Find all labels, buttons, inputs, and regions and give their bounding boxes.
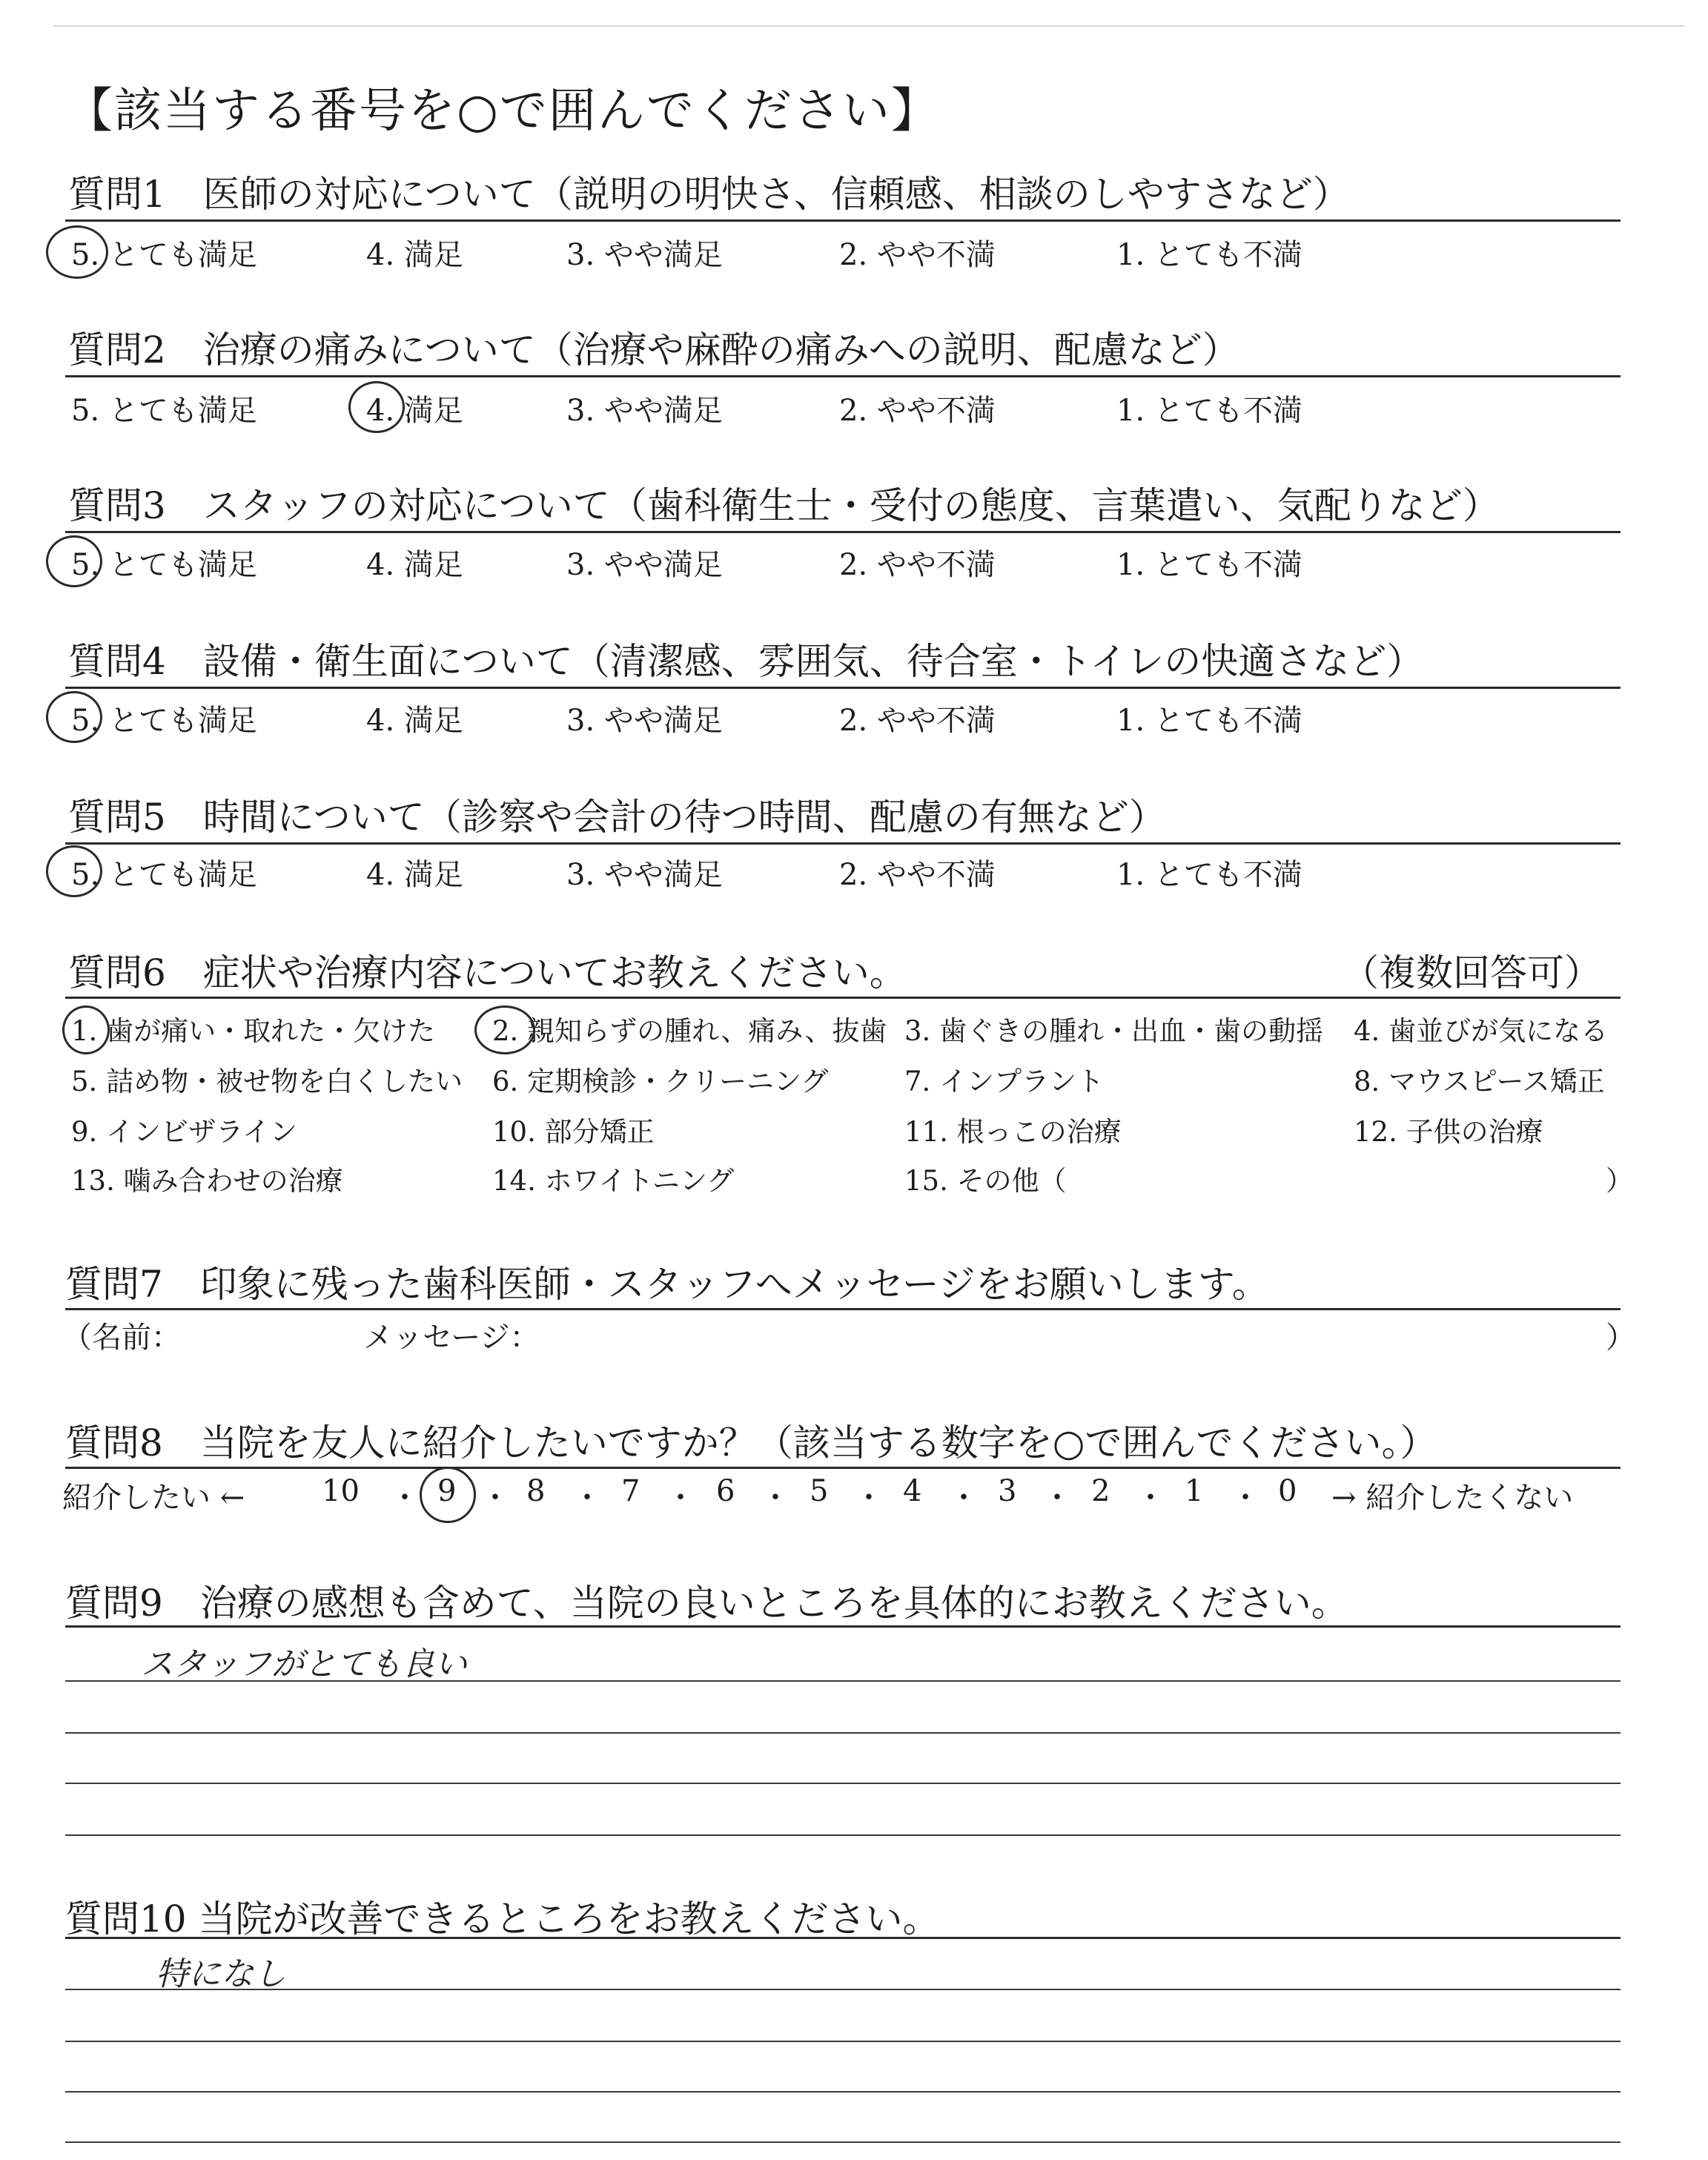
q6-note: （複数回答可） <box>1342 951 1601 994</box>
q6-option-8[interactable]: 8. マウスピース矯正 <box>1354 1066 1605 1097</box>
q8-sep: ・ <box>854 1481 884 1515</box>
q8-sep: ・ <box>949 1481 979 1515</box>
q8-scale-1[interactable]: 1 <box>1185 1474 1204 1508</box>
q3-option-4[interactable]: 4. 満足 <box>366 548 463 582</box>
q6-option-6[interactable]: 6. 定期検診・クリーニング <box>492 1066 829 1097</box>
q6-option-14[interactable]: 14. ホワイトニング <box>492 1165 735 1197</box>
q6-option-15-close: ） <box>1606 1165 1633 1197</box>
q8-sep: ・ <box>390 1481 420 1515</box>
q9-handwritten-answer: スタッフがとても良い <box>141 1645 467 1683</box>
q6-selection-circle-2 <box>474 1005 535 1054</box>
q5-option-1[interactable]: 1. とても不満 <box>1116 858 1302 892</box>
q8-scale-4[interactable]: 4 <box>903 1474 922 1508</box>
q6-rule <box>65 997 1621 999</box>
q8-sep: ・ <box>1136 1481 1165 1515</box>
q6-title: 質問6 症状や治療内容についてお教えください。 <box>68 951 907 994</box>
q5-option-3[interactable]: 3. やや満足 <box>566 858 723 892</box>
q7-close-paren: ） <box>1606 1321 1635 1355</box>
q1-option-4[interactable]: 4. 満足 <box>366 238 463 272</box>
q8-scale-2[interactable]: 2 <box>1091 1474 1110 1508</box>
q5-selection-circle <box>46 845 102 897</box>
q10-write-line <box>65 2041 1621 2042</box>
q6-option-4[interactable]: 4. 歯並びが気になる <box>1354 1015 1609 1047</box>
q8-sep: ・ <box>480 1481 510 1515</box>
q6-option-10[interactable]: 10. 部分矯正 <box>492 1116 655 1148</box>
q8-scale-5[interactable]: 5 <box>810 1474 829 1508</box>
q10-write-line <box>65 2141 1621 2143</box>
q6-option-13[interactable]: 13. 噛み合わせの治療 <box>71 1165 343 1197</box>
q3-option-2[interactable]: 2. やや不満 <box>839 548 996 582</box>
q1-option-3[interactable]: 3. やや満足 <box>566 238 723 272</box>
q1-title: 質問1 医師の対応について（説明の明快さ、信頼感、相談のしやすさなど） <box>68 173 1350 216</box>
q8-left-label: 紹介したい ← <box>62 1481 245 1515</box>
q10-write-line <box>65 1989 1621 1990</box>
q7-rule <box>65 1308 1621 1310</box>
q5-title: 質問5 時間について（診察や会計の待つ時間、配慮の有無など） <box>68 796 1166 839</box>
q7-name-label: （名前： <box>62 1321 181 1355</box>
q6-option-3[interactable]: 3. 歯ぐきの腫れ・出血・歯の動揺 <box>904 1015 1324 1047</box>
q10-handwritten-answer: 特になし <box>156 1955 286 1993</box>
q4-option-1[interactable]: 1. とても不満 <box>1116 704 1302 738</box>
q8-sep: ・ <box>666 1481 695 1515</box>
q5-option-2[interactable]: 2. やや不満 <box>839 858 996 892</box>
q1-option-1[interactable]: 1. とても不満 <box>1116 238 1302 272</box>
q4-selection-circle <box>46 691 102 743</box>
q5-option-5[interactable]: 5. とても満足 <box>71 858 257 892</box>
q3-option-3[interactable]: 3. やや満足 <box>566 548 723 582</box>
q3-option-5[interactable]: 5. とても満足 <box>71 548 257 582</box>
q1-option-2[interactable]: 2. やや不満 <box>839 238 996 272</box>
q2-option-3[interactable]: 3. やや満足 <box>566 394 723 428</box>
q9-rule <box>65 1625 1621 1628</box>
q6-option-9[interactable]: 9. インビザライン <box>71 1116 297 1148</box>
q8-scale-3[interactable]: 3 <box>998 1474 1017 1508</box>
q5-rule <box>65 842 1621 845</box>
q6-option-11[interactable]: 11. 根っこの治療 <box>904 1116 1122 1148</box>
q8-sep: ・ <box>1231 1481 1260 1515</box>
q6-option-15[interactable]: 15. その他（ <box>904 1165 1067 1197</box>
q8-scale-6[interactable]: 6 <box>716 1474 735 1508</box>
q3-option-1[interactable]: 1. とても不満 <box>1116 548 1302 582</box>
q6-selection-circle-1 <box>62 1005 110 1054</box>
q2-option-4[interactable]: 4. 満足 <box>366 394 463 428</box>
q1-rule <box>65 219 1621 222</box>
q8-scale-10[interactable]: 10 <box>322 1474 360 1508</box>
q4-option-2[interactable]: 2. やや不満 <box>839 704 996 738</box>
q2-option-1[interactable]: 1. とても不満 <box>1116 394 1302 428</box>
q8-selection-circle <box>420 1467 476 1523</box>
q8-scale-9[interactable]: 9 <box>437 1474 457 1508</box>
q9-write-line <box>65 1834 1621 1836</box>
q10-title: 質問10 当院が改善できるところをお教えください。 <box>65 1898 940 1941</box>
q2-option-5[interactable]: 5. とても満足 <box>71 394 257 428</box>
q10-write-line <box>65 2091 1621 2093</box>
q2-title: 質問2 治療の痛みについて（治療や麻酔の痛みへの説明、配慮など） <box>68 328 1239 371</box>
q5-option-4[interactable]: 4. 満足 <box>366 858 463 892</box>
q4-option-3[interactable]: 3. やや満足 <box>566 704 723 738</box>
q8-sep: ・ <box>1042 1481 1072 1515</box>
scan-top-edge <box>53 25 1684 27</box>
q8-sep: ・ <box>572 1481 602 1515</box>
q7-message-label: メッセージ： <box>363 1321 540 1355</box>
q7-title: 質問7 印象に残った歯科医師・スタッフへメッセージをお願いします。 <box>65 1263 1269 1306</box>
q2-rule <box>65 375 1621 377</box>
q8-sep: ・ <box>761 1481 790 1515</box>
q9-write-line <box>65 1680 1621 1682</box>
q9-write-line <box>65 1783 1621 1784</box>
q8-rule <box>65 1467 1621 1469</box>
q8-right-label: → 紹介したくない <box>1331 1481 1574 1515</box>
q9-write-line <box>65 1732 1621 1734</box>
q10-rule <box>65 1937 1621 1939</box>
q9-title: 質問9 治療の感想も含めて、当院の良いところを具体的にお教えください。 <box>65 1582 1348 1625</box>
q6-option-1[interactable]: 1. 歯が痛い・取れた・欠けた <box>71 1015 436 1047</box>
q3-title: 質問3 スタッフの対応について（歯科衛生士・受付の態度、言葉遣い、気配りなど） <box>68 484 1500 527</box>
q4-rule <box>65 687 1621 689</box>
q6-option-5[interactable]: 5. 詰め物・被せ物を白くしたい <box>71 1066 463 1097</box>
q4-title: 質問4 設備・衛生面について（清潔感、雰囲気、待合室・トイレの快適さなど） <box>68 640 1424 683</box>
q8-title: 質問8 当院を友人に紹介したいですか？（該当する数字を○で囲んでください。） <box>65 1421 1437 1464</box>
q8-scale-8[interactable]: 8 <box>526 1474 546 1508</box>
q1-selection-circle <box>46 225 108 279</box>
q3-selection-circle <box>46 535 102 587</box>
q6-option-12[interactable]: 12. 子供の治療 <box>1354 1116 1543 1148</box>
q6-option-7[interactable]: 7. インプラント <box>904 1066 1105 1097</box>
q4-option-5[interactable]: 5. とても満足 <box>71 704 257 738</box>
q1-option-5[interactable]: 5. とても満足 <box>71 238 257 272</box>
q4-option-4[interactable]: 4. 満足 <box>366 704 463 738</box>
q8-scale-7[interactable]: 7 <box>621 1474 640 1508</box>
page-title: 【該当する番号を○で囲んでください】 <box>65 84 940 139</box>
q2-option-2[interactable]: 2. やや不満 <box>839 394 996 428</box>
q3-rule <box>65 531 1621 533</box>
q8-scale-0[interactable]: 0 <box>1278 1474 1297 1508</box>
q6-option-2[interactable]: 2. 親知らずの腫れ、痛み、抜歯 <box>492 1015 887 1047</box>
q2-selection-circle <box>348 381 405 433</box>
